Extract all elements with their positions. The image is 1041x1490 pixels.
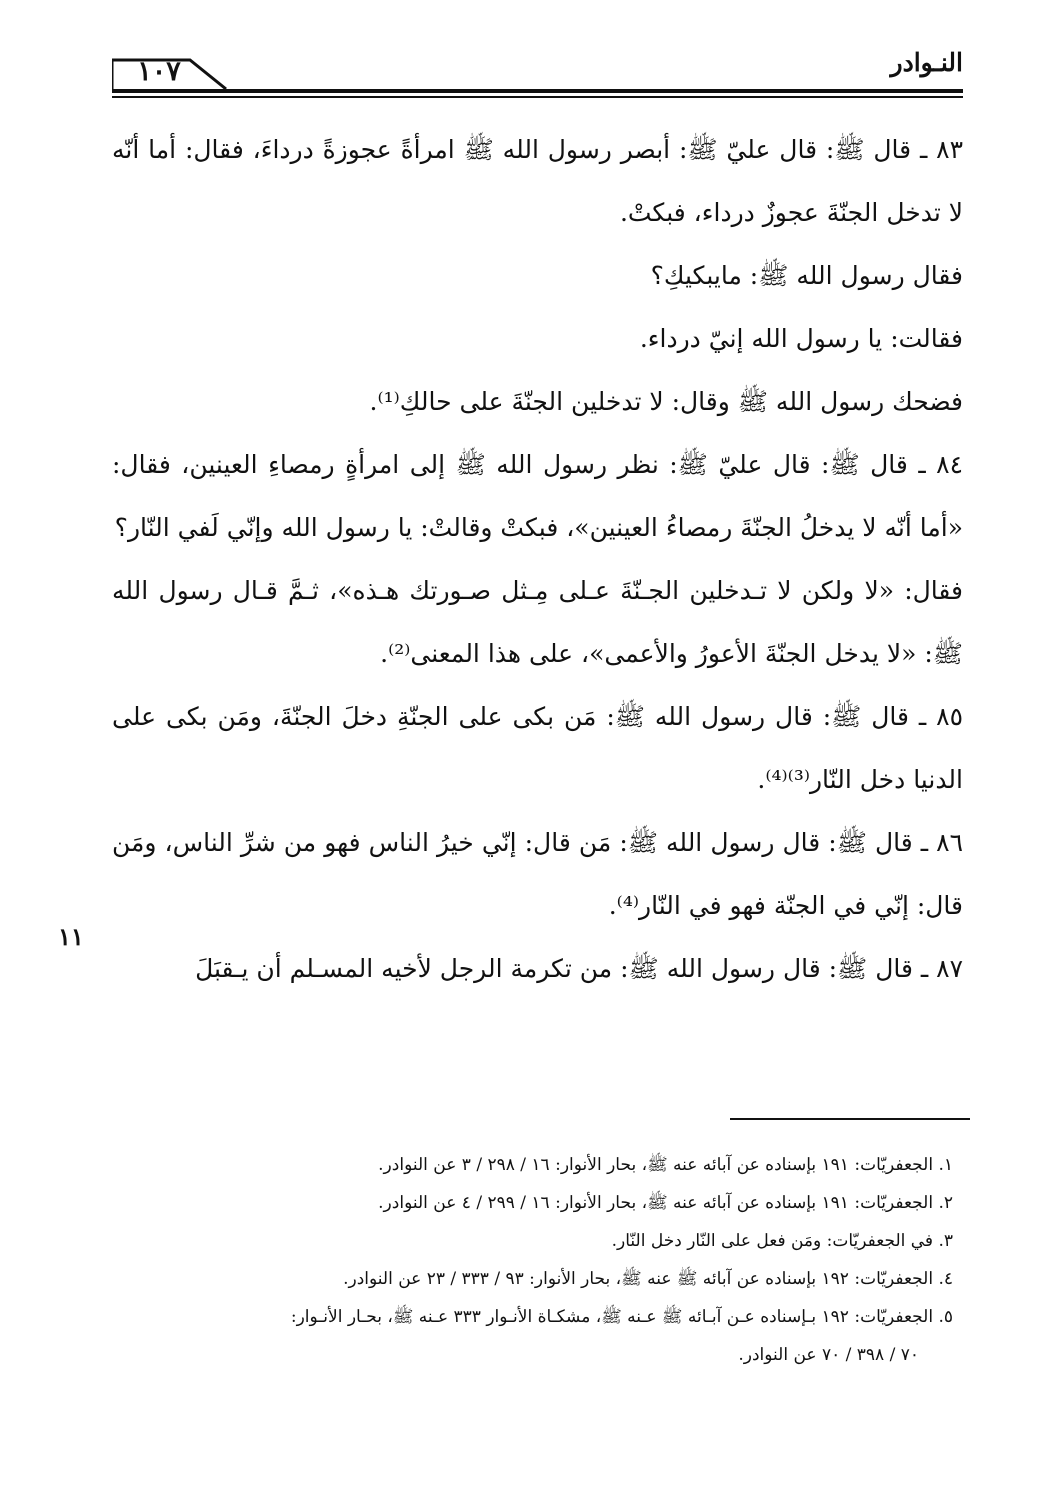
- footnote-5-continued: ٧٠ / ٣٩٨ / ٧٠ عن النوادر.: [738, 1345, 919, 1365]
- footnote-5: ٥. الجعفريّات: ١٩٢ بـإسناده عـن آبـائه ﷺ عـنه ﷺ، مشكـاة الأنـوار ٣٣٣ عـنه ﷺ، بحـار الأنـوار:: [290, 1307, 953, 1327]
- footnote-3: ٣. في الجعفريّات: ومَن فعل على النّار دخل النّار.: [611, 1231, 953, 1251]
- hadith-86: ٨٦ ـ قال ﷺ: قال رسول الله ﷺ: مَن قال: إنّي خيرُ الناس فهو من شرِّ الناس، ومَن قال: إنّي في الجنّة فهو في النّار⁽⁴⁾.: [112, 828, 963, 920]
- hadith-83-line-3: فقالت: يا رسول الله إنيّ درداء.: [639, 324, 963, 353]
- hadith-84: ٨٤ ـ قال ﷺ: قال عليّ ﷺ: نظر رسول الله ﷺ إلى امرأةٍ رمصاءِ العينين، فقال: «أما أنّه لا يدخلُ الجنّةَ رمصاءُ العينين»، فبكتْ وقالتْ: يا رسول الله وإنّي لَفي النّار؟: [112, 450, 963, 542]
- header-rule-thick: [112, 89, 963, 93]
- footnote-2: ٢. الجعفريّات: ١٩١ بإسناده عن آبائه عنه ﷺ، بحار الأنوار: ١٦ / ٢٩٩ / ٤ عن النوادر.: [378, 1193, 953, 1213]
- main-text: [112, 118, 963, 1000]
- hadith-84-continued: فقال: «لا ولكن لا تـدخلين الجـنّةَ عـلى مِـثل صـورتك هـذه»، ثـمَّ قـال رسول الله ﷺ: «لا يدخل الجنّةَ الأعورُ والأعمى»، على هذا المعنى⁽²⁾.: [112, 576, 963, 668]
- footnote-1: ١. الجعفريّات: ١٩١ بإسناده عن آبائه عنه ﷺ، بحار الأنوار: ١٦ / ٢٩٨ / ٣ عن النوادر.: [378, 1155, 953, 1175]
- hadith-83-line-2: فقال رسول الله ﷺ: مايبكيكِ؟: [650, 261, 963, 290]
- footnotes: [112, 1146, 953, 1374]
- footnote-4: ٤. الجعفريّات: ١٩٢ بإسناده عن آبائه ﷺ عنه ﷺ، بحار الأنوار: ٩٣ / ٣٣٣ / ٢٣ عن النوادر.: [343, 1269, 953, 1289]
- footnote-separator: [730, 1118, 970, 1120]
- header-rule-thin: [112, 96, 963, 98]
- hadith-87: ٨٧ ـ قال ﷺ: قال رسول الله ﷺ: من تكرمة الرجل لأخيه المسـلم أن يـقبَلَ: [195, 954, 963, 983]
- hadith-83-line-4: فضحك رسول الله ﷺ وقال: لا تدخلين الجنّةَ على حالكِ⁽¹⁾.: [369, 387, 963, 416]
- page-number: ١٠٧: [137, 56, 181, 87]
- hadith-83: ٨٣ ـ قال ﷺ: قال عليّ ﷺ: أبصر رسول الله ﷺ امرأةً عجوزةً درداءَ، فقال: أما أنّه لا تدخل الجنّةَ عجوزٌ درداء، فبكتْ.: [112, 135, 963, 227]
- hadith-85: ٨٥ ـ قال ﷺ: قال رسول الله ﷺ: مَن بكى على الجنّةِ دخلَ الجنّةَ، ومَن بكى على الدنيا دخل النّار⁽³⁾⁽⁴⁾.: [112, 702, 963, 794]
- running-header-title: النـوادر: [890, 48, 963, 77]
- margin-line-marker: ١١: [58, 922, 84, 951]
